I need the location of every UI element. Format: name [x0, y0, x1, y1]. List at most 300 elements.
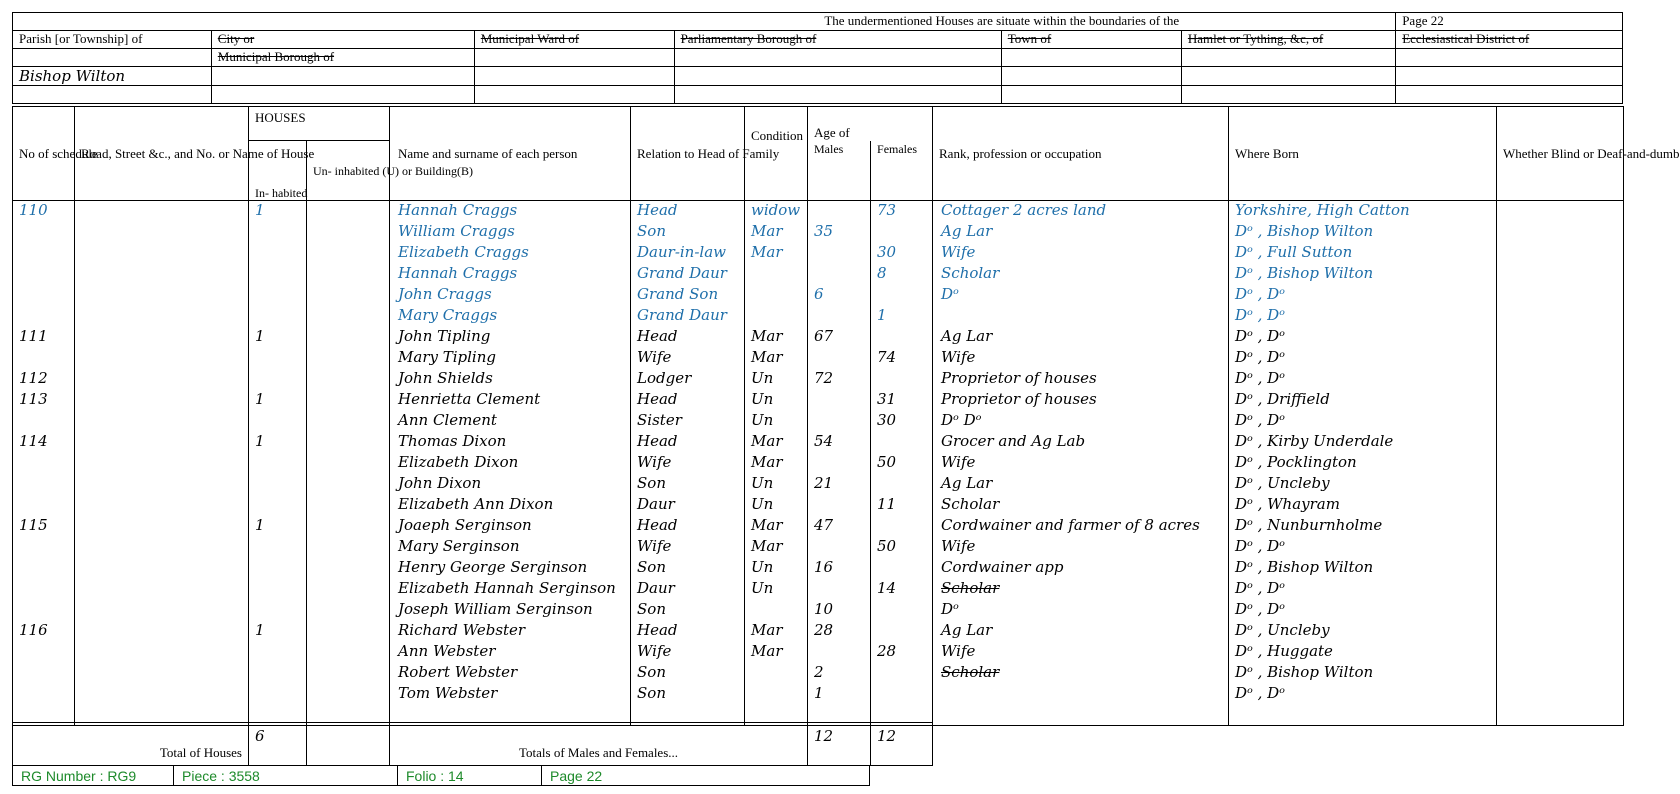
cell-occ: Proprietor of houses: [933, 369, 1229, 390]
cell-f: [871, 663, 933, 684]
cell-m: 10: [808, 600, 871, 621]
footer-table: [12, 765, 870, 786]
cell-blind: [1497, 579, 1624, 600]
cell-born: Dᵒ , Uncleby: [1229, 474, 1497, 495]
cell-uninh: [307, 264, 390, 285]
cell-name: Richard Webster: [390, 621, 631, 642]
cell-born: Dᵒ , Pocklington: [1229, 453, 1497, 474]
cell-name: Elizabeth Hannah Serginson: [390, 579, 631, 600]
cell-m: 28: [808, 621, 871, 642]
cell-blind: [1497, 327, 1624, 348]
cell-occ: Dᵒ Dᵒ: [933, 411, 1229, 432]
table-row: [13, 264, 1624, 285]
cell-uninh: [307, 579, 390, 600]
cell-sched: [13, 264, 75, 285]
cell-sched: 113: [13, 390, 75, 411]
cell-road: [75, 621, 249, 642]
cell-f: 50: [871, 537, 933, 558]
cell-cond: Mar: [745, 243, 808, 264]
cell-road: [75, 558, 249, 579]
cell-f: 1: [871, 306, 933, 327]
cell-inh: [249, 600, 307, 621]
cell-m: [808, 390, 871, 411]
cell-inh: 1: [249, 327, 307, 348]
cell-cond: [745, 264, 808, 285]
cell-occ: Ag Lar: [933, 474, 1229, 495]
parliamentary-borough-label: Parliamentary Borough of: [674, 31, 1001, 49]
table-row: [13, 285, 1624, 306]
col-schedule: No of schedule: [13, 107, 75, 201]
municipal-ward-label: Municipal Ward of: [474, 31, 674, 49]
cell-uninh: [307, 558, 390, 579]
cell-blind: [1497, 642, 1624, 663]
cell-inh: [249, 222, 307, 243]
cell-road: [75, 453, 249, 474]
cell-f: [871, 558, 933, 579]
cell-occ: Scholar: [933, 264, 1229, 285]
cell-occ: Dᵒ: [933, 600, 1229, 621]
col-houses: HOUSES: [249, 107, 390, 141]
cell-f: 73: [871, 201, 933, 222]
cell-name: Ann Clement: [390, 411, 631, 432]
cell-road: [75, 327, 249, 348]
cell-blind: [1497, 537, 1624, 558]
cell-occ: Cordwainer app: [933, 558, 1229, 579]
cell-name: John Dixon: [390, 474, 631, 495]
cell-f: 50: [871, 453, 933, 474]
cell-sched: [13, 348, 75, 369]
cell-inh: [249, 411, 307, 432]
cell-m: [808, 579, 871, 600]
cell-sched: 116: [13, 621, 75, 642]
cell-cond: Mar: [745, 642, 808, 663]
cell-name: Henrietta Clement: [390, 390, 631, 411]
cell-m: [808, 642, 871, 663]
cell-uninh: [307, 327, 390, 348]
table-row: [13, 600, 1624, 621]
cell-m: 72: [808, 369, 871, 390]
cell-f: 11: [871, 495, 933, 516]
col-relation: Relation to Head of Family: [631, 107, 745, 201]
cell-occ: Ag Lar: [933, 327, 1229, 348]
cell-cond: [745, 285, 808, 306]
cell-blind: [1497, 201, 1624, 222]
cell-uninh: [307, 201, 390, 222]
table-row: [13, 348, 1624, 369]
cell-sched: [13, 411, 75, 432]
cell-m: [808, 411, 871, 432]
cell-born: Dᵒ , Huggate: [1229, 642, 1497, 663]
census-table: [12, 106, 1680, 726]
cell-inh: 1: [249, 390, 307, 411]
cell-occ: Wife: [933, 243, 1229, 264]
piece-number: Piece : 3558: [174, 766, 398, 786]
cell-blind: [1497, 285, 1624, 306]
cell-name: Joseph William Serginson: [390, 600, 631, 621]
cell-uninh: [307, 621, 390, 642]
table-row: [13, 663, 1624, 684]
cell-uninh: [307, 348, 390, 369]
cell-rel: Lodger: [631, 369, 745, 390]
cell-m: 21: [808, 474, 871, 495]
cell-occ: Wife: [933, 348, 1229, 369]
cell-cond: Mar: [745, 537, 808, 558]
cell-sched: [13, 663, 75, 684]
cell-uninh: [307, 243, 390, 264]
cell-occ: Wife: [933, 453, 1229, 474]
cell-rel: Grand Son: [631, 285, 745, 306]
cell-cond: widow: [745, 201, 808, 222]
cell-uninh: [307, 285, 390, 306]
cell-name: John Tipling: [390, 327, 631, 348]
cell-cond: Mar: [745, 222, 808, 243]
cell-sched: [13, 453, 75, 474]
cell-rel: Wife: [631, 348, 745, 369]
cell-road: [75, 495, 249, 516]
cell-born: Dᵒ , Dᵒ: [1229, 348, 1497, 369]
cell-born: Dᵒ , Bishop Wilton: [1229, 222, 1497, 243]
cell-road: [75, 663, 249, 684]
cell-cond: [745, 684, 808, 705]
cell-born: Dᵒ , Dᵒ: [1229, 327, 1497, 348]
table-row: [13, 411, 1624, 432]
table-row: [13, 621, 1624, 642]
cell-inh: [249, 285, 307, 306]
cell-m: 35: [808, 222, 871, 243]
cell-cond: Mar: [745, 432, 808, 453]
cell-cond: Un: [745, 474, 808, 495]
table-row: [13, 474, 1624, 495]
hamlet-label: Hamlet or Tything, &c, of: [1181, 31, 1395, 49]
col-where-born: Where Born: [1229, 107, 1497, 201]
cell-cond: Un: [745, 495, 808, 516]
cell-occ: Scholar: [933, 663, 1229, 684]
cell-sched: [13, 558, 75, 579]
cell-born: Dᵒ , Nunburnholme: [1229, 516, 1497, 537]
parish-value: Bishop Wilton: [19, 67, 126, 85]
cell-blind: [1497, 474, 1624, 495]
cell-occ: Cordwainer and farmer of 8 acres: [933, 516, 1229, 537]
cell-rel: Head: [631, 390, 745, 411]
table-row: [13, 327, 1624, 348]
header-title: The undermentioned Houses are situate within the boundaries of the: [824, 13, 1180, 28]
table-row: [13, 558, 1624, 579]
cell-f: [871, 600, 933, 621]
cell-f: 31: [871, 390, 933, 411]
cell-born: Dᵒ , Full Sutton: [1229, 243, 1497, 264]
city-label: City or: [211, 31, 474, 49]
cell-cond: Un: [745, 411, 808, 432]
total-persons-label: Totals of Males and Females...: [390, 723, 808, 766]
cell-occ: Cottager 2 acres land: [933, 201, 1229, 222]
cell-uninh: [307, 474, 390, 495]
col-inhabited: In- habited: [249, 141, 307, 201]
cell-m: 16: [808, 558, 871, 579]
cell-road: [75, 411, 249, 432]
col-condition: Condition: [745, 107, 808, 201]
cell-blind: [1497, 411, 1624, 432]
cell-m: 54: [808, 432, 871, 453]
cell-m: 6: [808, 285, 871, 306]
cell-uninh: [307, 663, 390, 684]
table-row: [13, 201, 1624, 222]
cell-name: John Shields: [390, 369, 631, 390]
cell-rel: Head: [631, 432, 745, 453]
cell-born: Dᵒ , Dᵒ: [1229, 369, 1497, 390]
cell-uninh: [307, 495, 390, 516]
cell-sched: [13, 306, 75, 327]
cell-road: [75, 432, 249, 453]
table-row: [13, 369, 1624, 390]
cell-rel: Head: [631, 621, 745, 642]
ecclesiastical-label: Ecclesiastical District of: [1396, 31, 1623, 49]
cell-sched: [13, 642, 75, 663]
cell-born: Dᵒ , Bishop Wilton: [1229, 264, 1497, 285]
cell-name: John Craggs: [390, 285, 631, 306]
cell-rel: Daur: [631, 579, 745, 600]
cell-road: [75, 264, 249, 285]
cell-blind: [1497, 432, 1624, 453]
col-blind: Whether Blind or Deaf-and-dumb: [1497, 107, 1624, 201]
cell-road: [75, 579, 249, 600]
cell-blind: [1497, 222, 1624, 243]
cell-road: [75, 306, 249, 327]
cell-rel: Son: [631, 474, 745, 495]
cell-sched: [13, 474, 75, 495]
cell-inh: [249, 663, 307, 684]
cell-road: [75, 369, 249, 390]
cell-m: [808, 453, 871, 474]
cell-uninh: [307, 684, 390, 705]
cell-uninh: [307, 453, 390, 474]
cell-blind: [1497, 621, 1624, 642]
page-number: Page 22: [542, 766, 870, 786]
cell-cond: [745, 663, 808, 684]
total-males: 12: [808, 723, 871, 766]
cell-m: [808, 306, 871, 327]
cell-born: Dᵒ , Kirby Underdale: [1229, 432, 1497, 453]
cell-rel: Head: [631, 516, 745, 537]
cell-m: [808, 201, 871, 222]
cell-born: Dᵒ , Dᵒ: [1229, 411, 1497, 432]
cell-occ: [933, 684, 1229, 705]
cell-born: Dᵒ , Dᵒ: [1229, 537, 1497, 558]
cell-born: Dᵒ , Uncleby: [1229, 621, 1497, 642]
cell-born: Yorkshire, High Catton: [1229, 201, 1497, 222]
cell-road: [75, 537, 249, 558]
cell-uninh: [307, 642, 390, 663]
cell-sched: [13, 684, 75, 705]
cell-road: [75, 390, 249, 411]
cell-f: [871, 684, 933, 705]
cell-rel: Son: [631, 222, 745, 243]
totals-table: [12, 722, 1624, 766]
cell-inh: [249, 579, 307, 600]
cell-road: [75, 516, 249, 537]
cell-sched: [13, 243, 75, 264]
cell-name: Tom Webster: [390, 684, 631, 705]
cell-road: [75, 201, 249, 222]
cell-sched: 112: [13, 369, 75, 390]
cell-rel: Daur-in-law: [631, 243, 745, 264]
town-label: Town of: [1001, 31, 1181, 49]
cell-inh: [249, 306, 307, 327]
cell-rel: Wife: [631, 453, 745, 474]
cell-cond: Un: [745, 369, 808, 390]
table-row: [13, 390, 1624, 411]
cell-blind: [1497, 558, 1624, 579]
cell-cond: Mar: [745, 516, 808, 537]
cell-inh: 1: [249, 432, 307, 453]
cell-occ: Ag Lar: [933, 621, 1229, 642]
cell-name: Hannah Craggs: [390, 264, 631, 285]
cell-cond: Un: [745, 558, 808, 579]
cell-inh: [249, 243, 307, 264]
cell-inh: [249, 369, 307, 390]
cell-uninh: [307, 600, 390, 621]
cell-sched: [13, 495, 75, 516]
cell-rel: Son: [631, 684, 745, 705]
cell-blind: [1497, 600, 1624, 621]
cell-sched: 110: [13, 201, 75, 222]
cell-inh: [249, 684, 307, 705]
cell-road: [75, 243, 249, 264]
cell-born: Dᵒ , Bishop Wilton: [1229, 558, 1497, 579]
cell-rel: Son: [631, 600, 745, 621]
table-row: [13, 537, 1624, 558]
cell-inh: 1: [249, 621, 307, 642]
cell-inh: [249, 348, 307, 369]
table-row: [13, 579, 1624, 600]
cell-occ: [933, 306, 1229, 327]
cell-born: Dᵒ , Dᵒ: [1229, 579, 1497, 600]
cell-sched: [13, 222, 75, 243]
cell-occ: Dᵒ: [933, 285, 1229, 306]
total-houses-value: 6: [249, 723, 307, 766]
cell-cond: Un: [745, 579, 808, 600]
cell-m: 2: [808, 663, 871, 684]
cell-m: 67: [808, 327, 871, 348]
cell-inh: [249, 642, 307, 663]
cell-f: [871, 222, 933, 243]
cell-name: Elizabeth Craggs: [390, 243, 631, 264]
cell-occ: Scholar: [933, 579, 1229, 600]
cell-blind: [1497, 453, 1624, 474]
cell-rel: Son: [631, 558, 745, 579]
cell-uninh: [307, 369, 390, 390]
col-females: Females: [871, 141, 933, 201]
cell-m: 47: [808, 516, 871, 537]
table-row: [13, 516, 1624, 537]
total-houses-label: Total of Houses: [13, 723, 249, 766]
cell-sched: [13, 579, 75, 600]
cell-m: [808, 264, 871, 285]
cell-born: Dᵒ , Whayram: [1229, 495, 1497, 516]
cell-rel: Grand Daur: [631, 264, 745, 285]
cell-sched: 111: [13, 327, 75, 348]
cell-f: [871, 474, 933, 495]
cell-f: [871, 369, 933, 390]
cell-blind: [1497, 663, 1624, 684]
cell-occ: Grocer and Ag Lab: [933, 432, 1229, 453]
cell-inh: [249, 453, 307, 474]
col-uninhabited: Un- inhabited (U) or Building(B): [307, 141, 390, 201]
cell-m: [808, 537, 871, 558]
cell-uninh: [307, 432, 390, 453]
cell-road: [75, 348, 249, 369]
cell-inh: [249, 474, 307, 495]
cell-name: Hannah Craggs: [390, 201, 631, 222]
cell-occ: Proprietor of houses: [933, 390, 1229, 411]
cell-blind: [1497, 516, 1624, 537]
cell-f: 30: [871, 243, 933, 264]
cell-road: [75, 684, 249, 705]
cell-occ: Wife: [933, 537, 1229, 558]
cell-cond: Mar: [745, 327, 808, 348]
cell-uninh: [307, 306, 390, 327]
cell-f: 14: [871, 579, 933, 600]
cell-f: [871, 327, 933, 348]
cell-name: Joaeph Serginson: [390, 516, 631, 537]
cell-uninh: [307, 411, 390, 432]
cell-f: [871, 621, 933, 642]
cell-born: Dᵒ , Dᵒ: [1229, 600, 1497, 621]
cell-name: Ann Webster: [390, 642, 631, 663]
cell-rel: Grand Daur: [631, 306, 745, 327]
cell-cond: Mar: [745, 348, 808, 369]
table-row: [13, 222, 1624, 243]
cell-rel: Head: [631, 327, 745, 348]
cell-rel: Son: [631, 663, 745, 684]
cell-name: Mary Tipling: [390, 348, 631, 369]
col-males: Males: [808, 141, 871, 201]
cell-blind: [1497, 264, 1624, 285]
cell-sched: [13, 285, 75, 306]
cell-inh: 1: [249, 516, 307, 537]
cell-rel: Wife: [631, 642, 745, 663]
header-table: [12, 12, 1623, 104]
cell-occ: Ag Lar: [933, 222, 1229, 243]
parish-label: Parish [or Township] of: [13, 31, 212, 49]
cell-uninh: [307, 222, 390, 243]
cell-f: 74: [871, 348, 933, 369]
col-age-of: Age of: [808, 107, 933, 141]
cell-m: [808, 348, 871, 369]
cell-born: Dᵒ , Dᵒ: [1229, 285, 1497, 306]
cell-sched: 114: [13, 432, 75, 453]
cell-rel: Head: [631, 201, 745, 222]
table-row: [13, 642, 1624, 663]
folio-number: Folio : 14: [398, 766, 542, 786]
table-row: [13, 243, 1624, 264]
cell-sched: [13, 600, 75, 621]
cell-blind: [1497, 243, 1624, 264]
cell-sched: [13, 537, 75, 558]
cell-rel: Wife: [631, 537, 745, 558]
cell-inh: [249, 558, 307, 579]
cell-f: [871, 432, 933, 453]
cell-cond: Mar: [745, 621, 808, 642]
cell-born: Dᵒ , Bishop Wilton: [1229, 663, 1497, 684]
cell-name: Robert Webster: [390, 663, 631, 684]
cell-f: 28: [871, 642, 933, 663]
cell-name: Mary Serginson: [390, 537, 631, 558]
col-name: Name and surname of each person: [390, 107, 631, 201]
cell-born: Dᵒ , Dᵒ: [1229, 684, 1497, 705]
cell-name: Henry George Serginson: [390, 558, 631, 579]
cell-road: [75, 642, 249, 663]
cell-f: [871, 285, 933, 306]
